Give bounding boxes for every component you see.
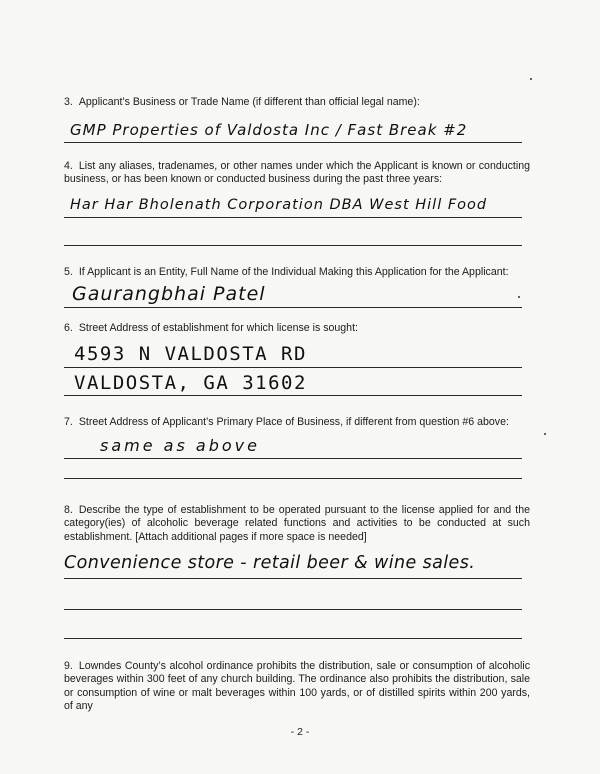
question-7-text: Street Address of Applicant’s Primary Place of Business, if different from question #6 above: bbox=[78, 416, 509, 428]
scan-speck bbox=[530, 78, 532, 80]
question-4-answer-line-1 bbox=[64, 217, 522, 218]
page-number: - 2 - bbox=[290, 726, 310, 738]
question-7-number: 7. bbox=[64, 416, 73, 428]
question-9-text: Lowndes County’s alcohol ordinance prohibits the distribution, sale or consumption of alcoholic beverages within 300 feet of any church building. The ordinance also prohibits the distribution, sale or consumption of wine or malt beverages within 100 yards, or of distilled spirits within 200 yards, of any bbox=[64, 660, 530, 713]
question-5 bbox=[64, 266, 530, 279]
question-4-number: 4. bbox=[64, 160, 73, 172]
question-6 bbox=[64, 322, 530, 335]
question-5-number: 5. bbox=[64, 266, 73, 278]
question-8-number: 8. bbox=[64, 504, 73, 516]
question-7 bbox=[64, 416, 530, 429]
question-7-answer-line-2 bbox=[64, 478, 522, 479]
question-6-answer-line1[interactable]: 4593 N VALDOSTA RD bbox=[74, 343, 307, 365]
question-7-answer[interactable]: same as above bbox=[100, 436, 260, 455]
question-6-answer-line-2 bbox=[64, 395, 522, 396]
question-4-answer[interactable]: Har Har Bholenath Corporation DBA West Hill Food bbox=[70, 197, 488, 213]
question-8-text: Describe the type of establishment to be operated pursuant to the license applied for and the category(ies) of alcoholic beverage related functions and activities to be conducted at such establishment. [Attach additional pages if more space is needed] bbox=[64, 504, 530, 543]
question-9-number: 9. bbox=[64, 660, 73, 672]
question-8-answer-line-1 bbox=[64, 578, 522, 579]
question-6-text: Street Address of establishment for which license is sought: bbox=[78, 322, 358, 334]
question-6-number: 6. bbox=[64, 322, 73, 334]
question-6-answer-line2[interactable]: VALDOSTA, GA 31602 bbox=[74, 372, 307, 394]
question-3-text: Applicant’s Business or Trade Name (if different than official legal name): bbox=[78, 96, 420, 108]
question-3 bbox=[64, 96, 530, 109]
question-3-number: 3. bbox=[64, 96, 73, 108]
scan-speck bbox=[518, 296, 520, 298]
question-5-text: If Applicant is an Entity, Full Name of the Individual Making this Application for the Applicant: bbox=[78, 266, 509, 278]
question-5-answer-line bbox=[64, 307, 522, 308]
question-6-answer-line-1 bbox=[64, 367, 522, 368]
question-3-answer-line bbox=[64, 142, 522, 143]
question-9 bbox=[64, 660, 530, 714]
question-5-answer[interactable]: Gaurangbhai Patel bbox=[72, 283, 266, 305]
question-3-answer[interactable]: GMP Properties of Valdosta Inc / Fast Break #2 bbox=[70, 121, 468, 139]
question-8-answer[interactable]: Convenience store - retail beer & wine sales. bbox=[64, 553, 476, 573]
question-4-text: List any aliases, tradenames, or other names under which the Applicant is known or conducting business, or has been known or conducted business during the past three years: bbox=[64, 160, 530, 185]
question-8-answer-line-3 bbox=[64, 638, 522, 639]
scan-speck bbox=[544, 433, 546, 435]
question-7-answer-line-1 bbox=[64, 458, 522, 459]
question-8-answer-line-2 bbox=[64, 609, 522, 610]
question-8 bbox=[64, 504, 530, 544]
question-4-answer-line-2 bbox=[64, 245, 522, 246]
question-4 bbox=[64, 160, 530, 186]
